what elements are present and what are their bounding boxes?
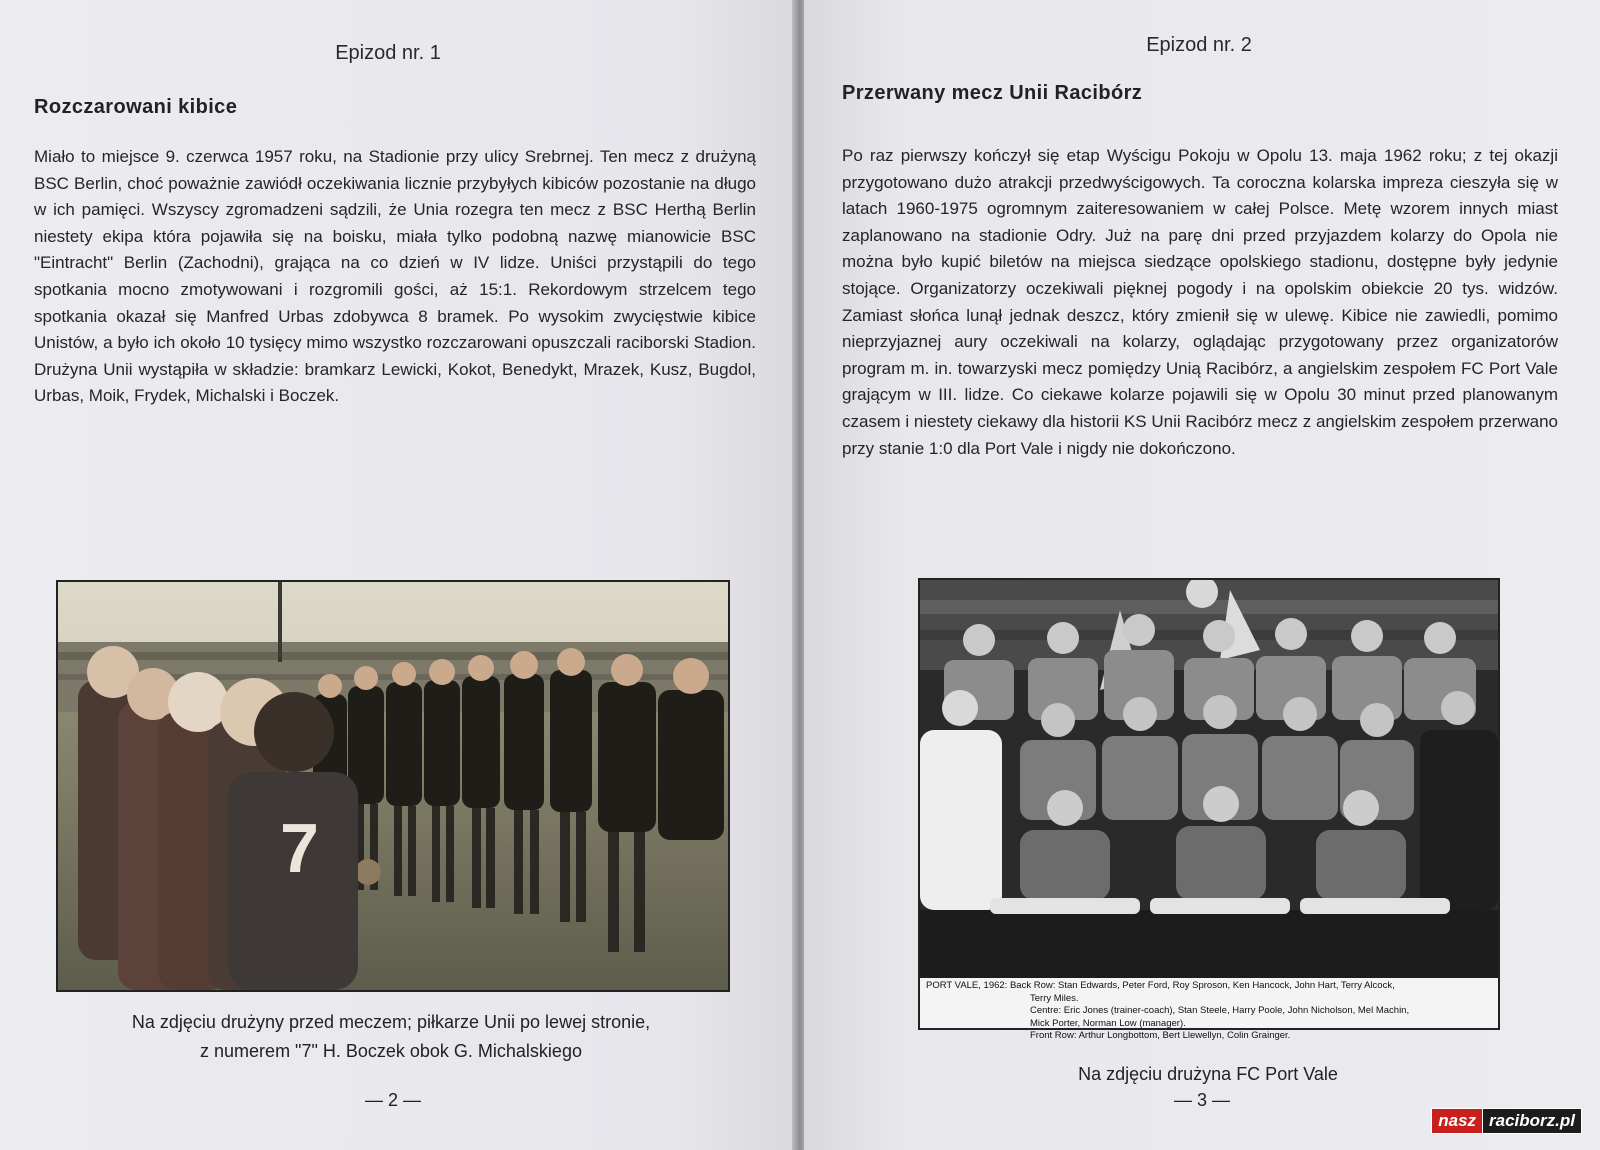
port-vale-team-photo	[918, 578, 1500, 1030]
watermark-part: nasz	[1431, 1108, 1483, 1134]
credit-line: Front Row: Arthur Longbottom, Bert Llewellyn, Colin Grainger.	[1030, 1030, 1291, 1041]
team-lineup-photo	[56, 580, 730, 992]
photo-caption	[56, 1008, 726, 1066]
team-lineup-illustration	[58, 582, 728, 990]
page-number: — 3 —	[1173, 1090, 1230, 1110]
team-photo-illustration	[920, 580, 1498, 978]
photo-credit	[926, 980, 1500, 1043]
caption-line: Na zdjęciu drużyny przed meczem; piłkarze Unii po lewej stronie,	[131, 1012, 651, 1032]
left-page	[0, 0, 796, 1150]
credit-line: Centre: Eric Jones (trainer-coach), Stan Steele, Harry Poole, John Nicholson, Mel Machin,	[1030, 1005, 1410, 1016]
page-number: — 2 —	[364, 1090, 421, 1110]
photo-caption: Na zdjęciu drużyna FC Port Vale	[1078, 1064, 1338, 1084]
caption-line: z numerem "7" H. Boczek obok G. Michalskiego	[200, 1041, 582, 1061]
shirt-number: 7	[280, 809, 319, 887]
episode-heading: Epizod nr. 2	[1146, 34, 1252, 56]
article-title: Przerwany mecz Unii Racibórz	[842, 82, 1143, 104]
article-body: Miało to miejsce 9. czerwca 1957 roku, na Stadionie przy ulicy Srebrnej. Ten mecz z drużyną BSC Berlin, choć poważnie zawiódł oczekiwania licznie przybyłych kibiców pozostanie na długo w ich pamięci. Wszyscy zgromadzeni sądzili, że Unia rozegra ten mecz z BSC Herthą Berlin niestety ekipa która pojawiła się na boisku, miała tylko podobną nazwę mianowicie BSC "Eintracht" Berlin (Zachodni), grająca na co dzień w IV lidze. Uniści przystąpili do tego spotkania mocno zmotywowani i rozgromili gości, aż 15:1. Rekordowym strzelcem tego spotkania okazał się Manfred Urbas zdobywca 8 bramek. Po wysokim zwycięstwie kibice Unistów, a było ich około 10 tysięcy mimo wszystko rozczarowani opuszczali raciborski Stadion. Drużyna Unii wystąpiła w składzie: bramkarz Lewicki, Kokot, Benedykt, Mrazek, Kusz, Bugdol, Urbas, Moik, Frydek, Michalski i Boczek.	[34, 147, 756, 406]
credit-line: PORT VALE, 1962: Back Row: Stan Edwards, Peter Ford, Roy Sproson, Ken Hancock, John Hart, Terry Alcock,	[926, 980, 1395, 991]
credit-line: Mick Porter, Norman Low (manager).	[1030, 1017, 1186, 1029]
article-body: Po raz pierwszy kończył się etap Wyścigu Pokoju w Opolu 13. maja 1962 roku; z tej okazji przygotowano dużo atrakcji przedwyścigowych. Ta coroczna kolarska impreza cieszyła się w latach 1960-1975 ogromnym zaiteresowaniem w całej Polsce. Metę wzorem innych miast zaplanowano na stadionie Odry. Już na parę dni przed przyjazdem kolarzy do Opola nie można było kupić biletów na miejsca siedzące opolskiego stadionu, dostępne były jedynie stojące. Organizatorzy oczekiwali pięknej pogody i na opolskim obiekcie 20 tys. widzów. Zamiast słońca lunął jednak deszcz, który zmienił się w ulewę. Kibice nie zawiedli, pomimo nieprzyjaznej aury oczekiwali na kolarzy, oglądając przygotowany przez organizatorów program m. in. towarzyski mecz pomiędzy Unią Racibórz, a angielskim zespołem FC Port Vale grającym w III. lidze. Co ciekawe kolarze pojawili się w Opolu 30 minut przed planowanym czasem i niestety ciekawy dla historii KS Unii Racibórz mecz z angielskim zespołem przerwano przy stanie 1:0 dla Port Vale i nigdy nie dokończono.	[842, 146, 1558, 458]
watermark-part: raciborz.pl	[1483, 1108, 1582, 1134]
episode-heading: Epizod nr. 1	[335, 42, 441, 64]
site-watermark	[1431, 1108, 1582, 1134]
credit-line: Terry Miles.	[1030, 992, 1079, 1004]
article-title: Rozczarowani kibice	[34, 96, 238, 118]
